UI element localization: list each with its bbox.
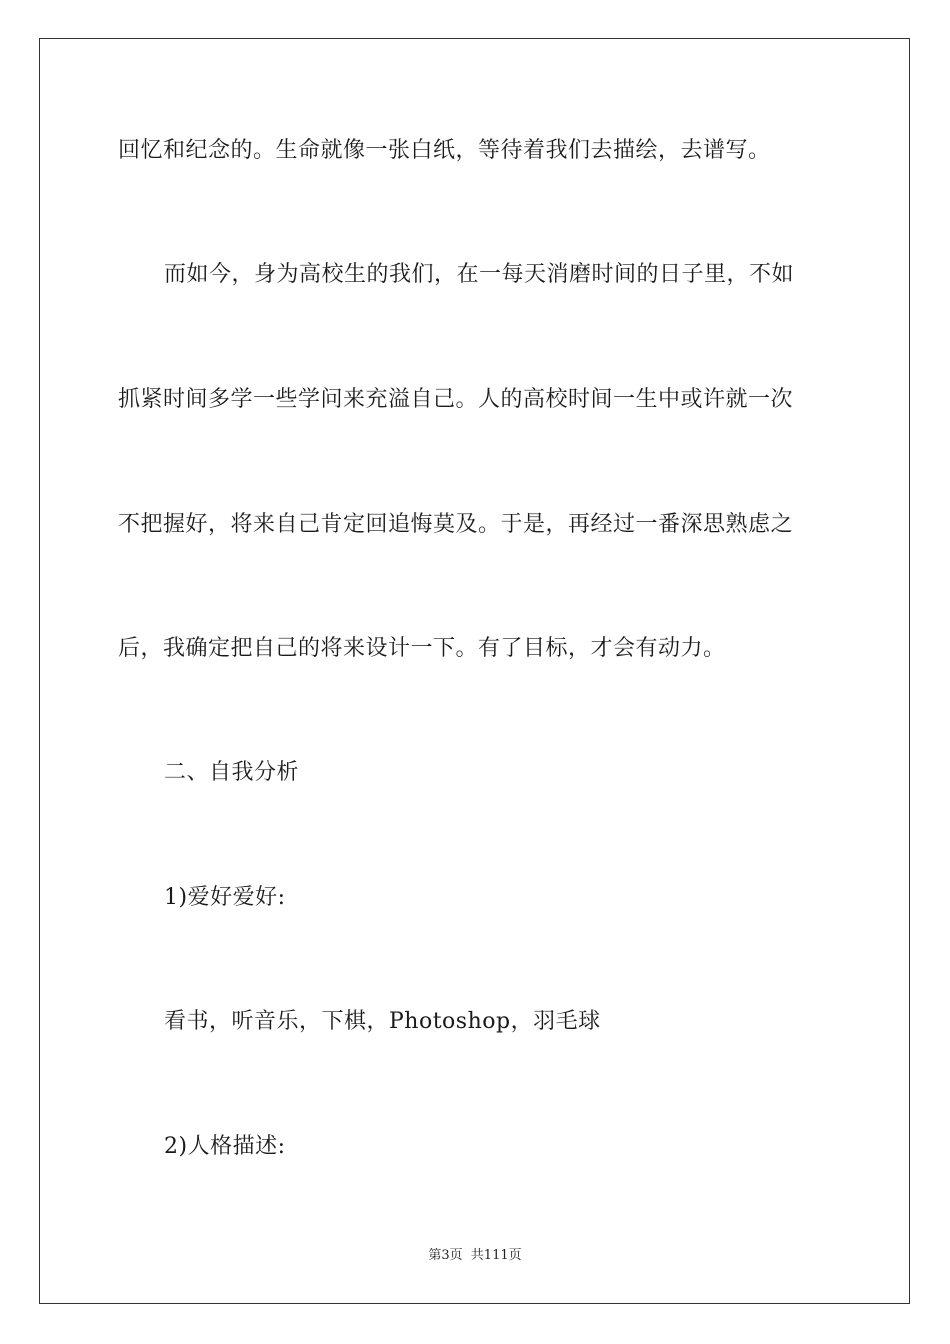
item1-content: 看书，听音乐，下棋，Photoshop，羽毛球 — [164, 1009, 601, 1034]
page-total: 共111页 — [470, 1248, 522, 1263]
page-border — [39, 38, 910, 1304]
section-heading: 二、自我分析 — [164, 760, 300, 785]
paragraph-line-4: 不把握好，将来自己肯定回追悔莫及。于是，再经过一番深思熟虑之 — [118, 512, 794, 537]
page-footer — [0, 1248, 950, 1264]
paragraph-line-2: 而如今，身为高校生的我们，在一每天消磨时间的日子里，不如 — [164, 262, 795, 287]
page-number: 第3页 — [428, 1248, 463, 1263]
paragraph-line-5: 后，我确定把自己的将来设计一下。有了目标，才会有动力。 — [118, 636, 726, 661]
paragraph-line-1: 回忆和纪念的。生命就像一张白纸，等待着我们去描绘，去谱写。 — [118, 138, 771, 163]
item2-heading: 2)人格描述: — [164, 1134, 286, 1159]
paragraph-line-3: 抓紧时间多学一些学问来充溢自己。人的高校时间一生中或许就一次 — [118, 387, 794, 412]
item1-heading: 1)爱好爱好: — [164, 885, 286, 910]
